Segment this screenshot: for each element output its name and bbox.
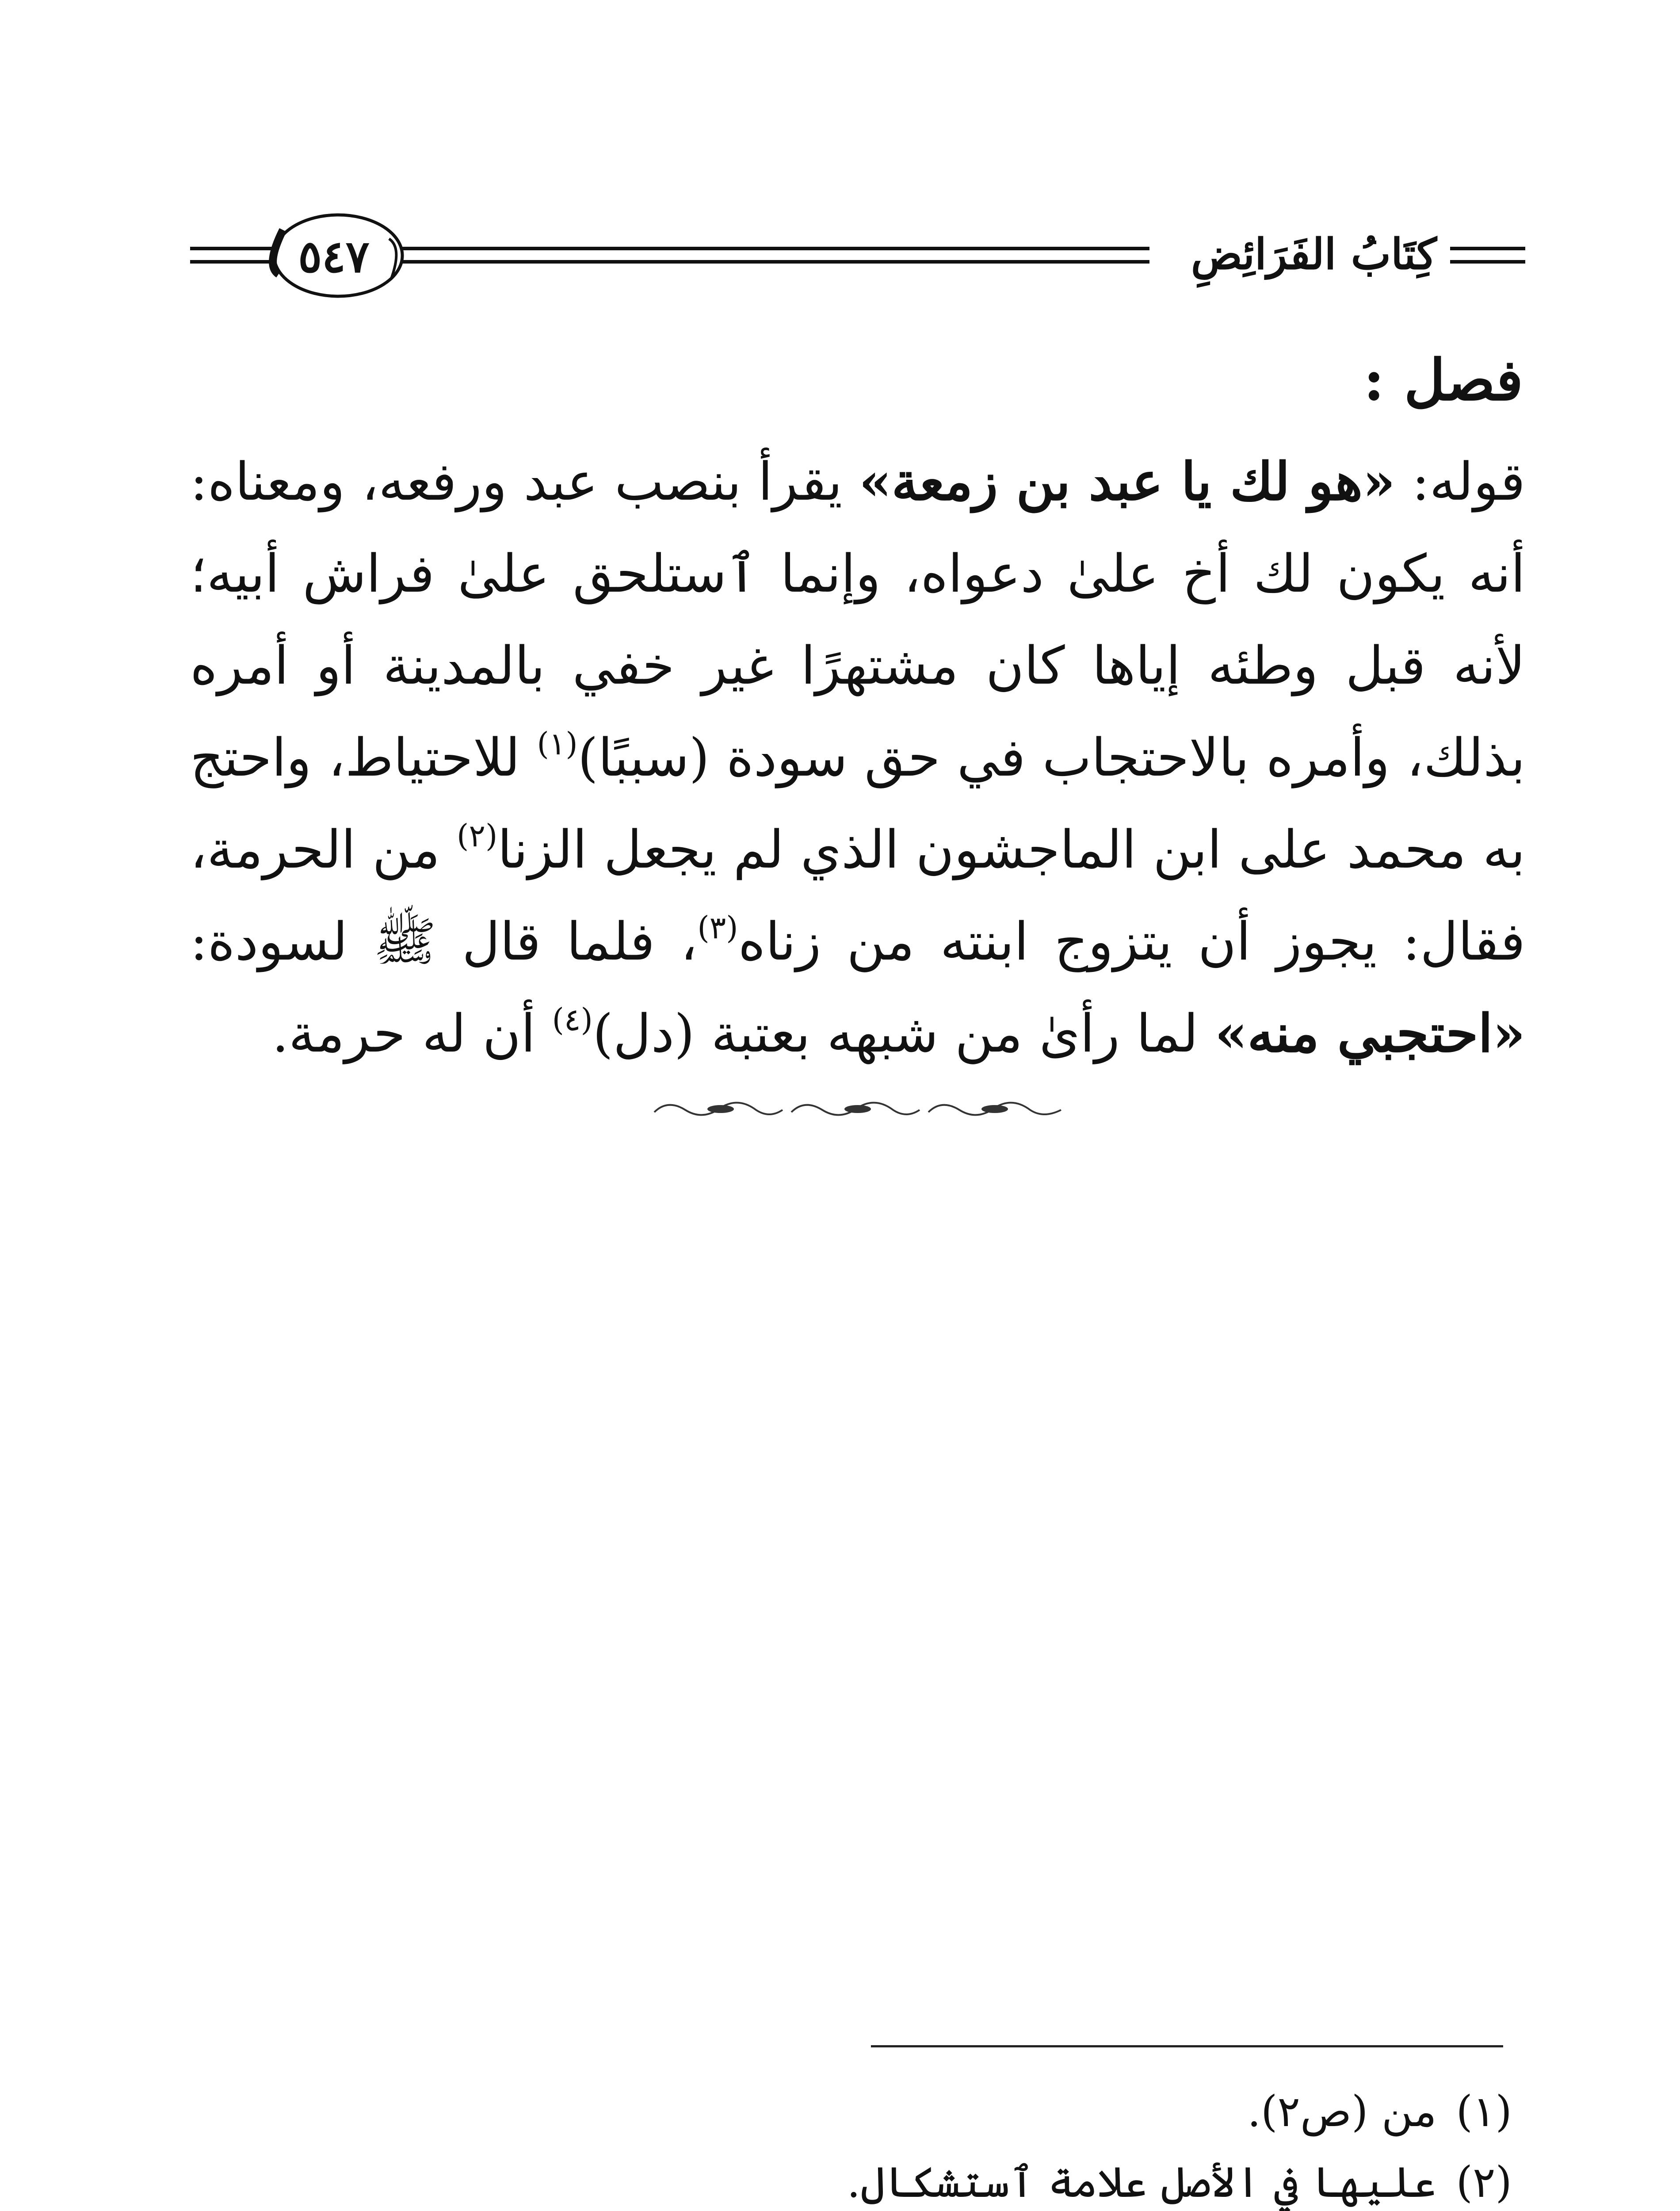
body-text: قوله: [1395, 451, 1525, 512]
footnote-item [663, 2147, 1512, 2211]
hadith-quote: «احتجبي منه» [1214, 1002, 1525, 1064]
footnote-item [663, 2076, 1512, 2147]
footnote-ref: (٤) [552, 1001, 593, 1038]
footnote-number: (٢) [1456, 2157, 1512, 2207]
footnote-ref: (٣) [697, 909, 738, 946]
hadith-quote: «هو لك يا عبد بن زمعة» [859, 451, 1395, 512]
footnote-ref: (٢) [457, 817, 498, 854]
footnotes [663, 2076, 1512, 2211]
section-end-ornament-icon [650, 1097, 1065, 1123]
body-text: أن له حرمة. [272, 1003, 552, 1064]
body-paragraph [190, 436, 1525, 1079]
header-rule-ornament [0, 0, 1680, 336]
footnote-separator [871, 2045, 1503, 2047]
footnote-ref: (١) [537, 725, 578, 762]
footnote-text: من (ص٢). [1247, 2087, 1437, 2136]
section-heading: فصل : [1363, 347, 1523, 413]
page-number: ٥٤٧ [298, 230, 370, 283]
body-text: ، فلما قال ﷺ لسودة: [190, 911, 698, 972]
body-text: يقرأ بنصب عبد ورفعه، ومعناه: أنه يكون لك أخ علىٰ دعواه، وإنما ٱستلحق علىٰ فراش أبيه؛ لأنه قبل وطئه إياها كان مشتهرًا غير خفي بالمدينة أو أمره بذلك، وأمره بالاحتجاب في حق سودة (سببًا) [190, 451, 1525, 788]
footnote-number: (١) [1456, 2087, 1512, 2136]
body-text: من الحرمة، فقال: يجوز أن يتزوج ابنته من زناه [190, 819, 1525, 972]
book-title: كِتَابُ الفَرَائِضِ [1191, 229, 1437, 279]
body-text: للاحتياط، واحتج به محمد على ابن الماجشون الذي لم يجعل الزنا [190, 727, 1525, 880]
footnote-text: عليها في الأصل علامة ٱستشكال. [847, 2157, 1437, 2207]
body-text: لما رأىٰ من شبهه بعتبة (دل) [592, 1003, 1215, 1064]
page-header [0, 0, 1680, 336]
